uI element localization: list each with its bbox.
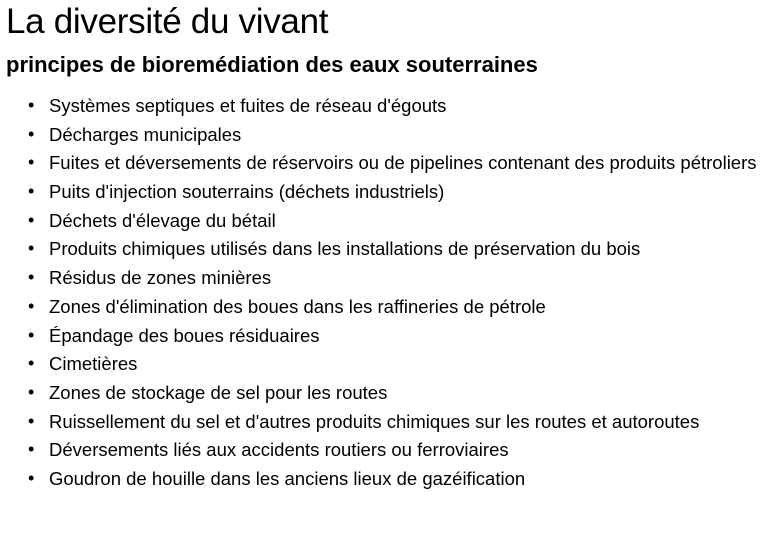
list-item-text: Zones de stockage de sel pour les routes [49,381,388,403]
bullet-icon: • [28,267,35,288]
list-item-text: Puits d'injection souterrains (déchets industriels) [49,181,445,203]
bullet-icon: • [28,238,35,259]
bullet-list [28,94,768,496]
list-item [28,324,768,347]
bullet-icon: • [28,324,35,345]
bullet-icon: • [28,467,35,488]
bullet-icon: • [28,410,35,431]
list-item [28,295,768,318]
bullet-icon: • [28,123,35,144]
page-subtitle: principes de bioremédiation des eaux souterraines [6,52,538,77]
list-item-text: Fuites et déversements de réservoirs ou de pipelines contenant des produits pétroliers [49,152,757,174]
list-item-text: Ruissellement du sel et d'autres produits chimiques sur les routes et autoroutes [49,410,700,432]
list-item-text: Décharges municipales [49,123,242,145]
list-item [28,381,768,404]
list-item [28,94,768,117]
bullet-icon: • [28,353,35,374]
bullet-icon: • [28,295,35,316]
bullet-icon: • [28,95,35,115]
list-item [28,438,768,461]
list-item [28,266,768,289]
list-item [28,180,768,203]
list-item-text: Déversements liés aux accidents routiers ou ferroviaires [49,439,509,461]
list-item [28,123,768,146]
bullet-icon: • [28,181,35,202]
list-item [28,352,768,375]
list-item-text: Résidus de zones minières [49,267,272,289]
list-item-text: Produits chimiques utilisés dans les installations de préservation du bois [49,238,641,260]
list-item-text: Déchets d'élevage du bétail [49,209,276,231]
list-item-text: Goudron de houille dans les anciens lieux de gazéification [49,467,526,489]
list-item [28,209,768,232]
list-item-text: Épandage des boues résiduaires [49,324,320,346]
list-item [28,467,768,490]
page-title: La diversité du vivant [6,2,329,41]
bullet-icon: • [28,209,35,230]
bullet-icon: • [28,381,35,402]
list-item-text: Cimetières [49,353,138,375]
bullet-icon: • [28,152,35,173]
bullet-icon: • [28,439,35,460]
list-item [28,237,768,260]
list-item [28,410,768,433]
list-item [28,151,768,174]
list-item-text: Zones d'élimination des boues dans les raffineries de pétrole [49,295,546,317]
list-item-text: Systèmes septiques et fuites de réseau d'égouts [49,95,447,116]
